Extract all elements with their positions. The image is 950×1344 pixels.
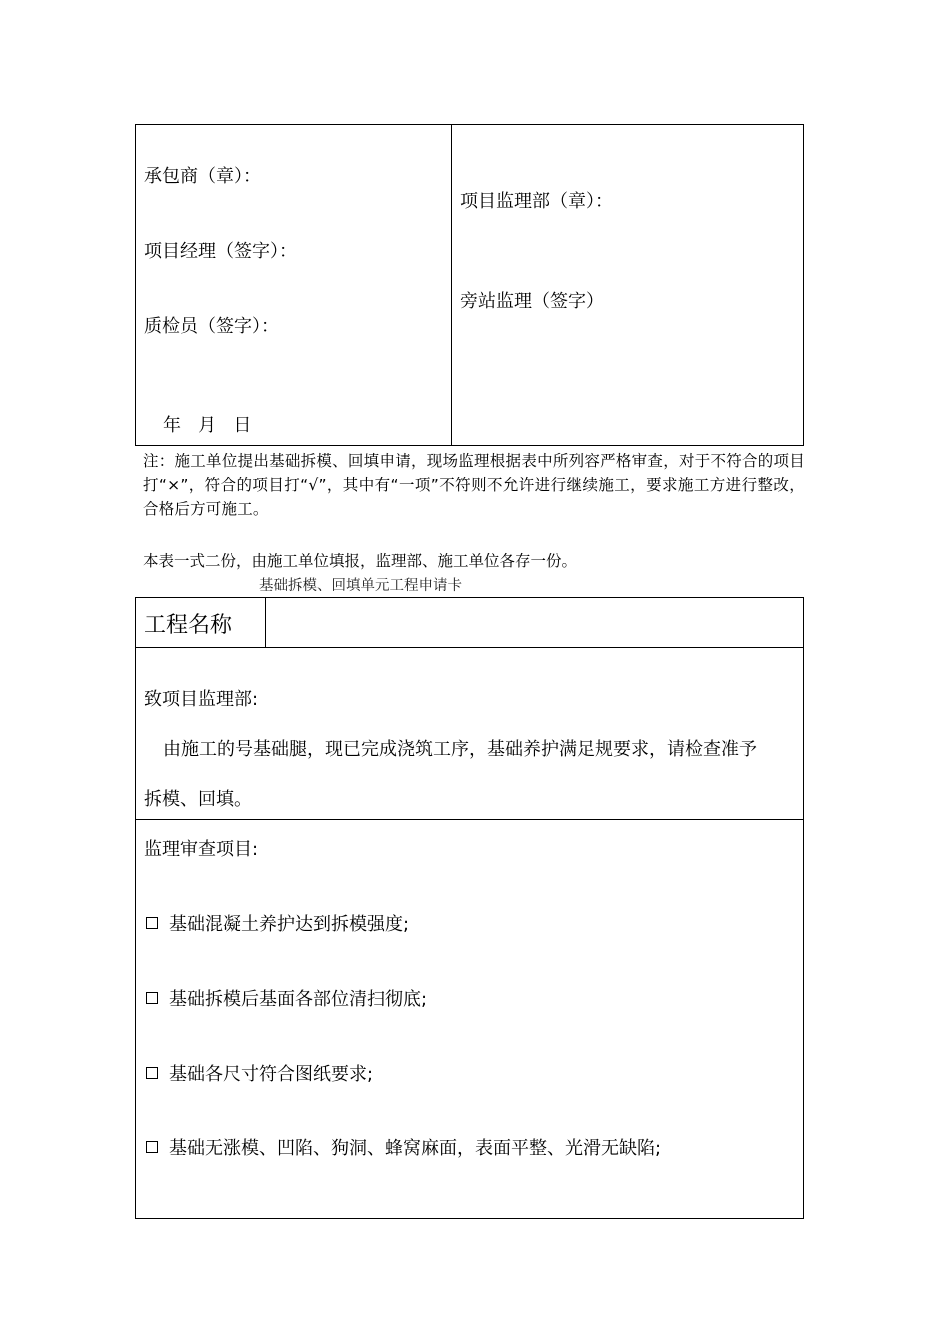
- review-checkbox[interactable]: [146, 1141, 158, 1153]
- review-checkbox[interactable]: [146, 992, 158, 1004]
- onsite-supervisor-sign-label: 旁站监理（签字）: [460, 291, 604, 312]
- review-item-label: 基础各尺寸符合图纸要求;: [169, 1064, 374, 1085]
- review-checkbox[interactable]: [146, 1067, 158, 1079]
- project-manager-sign-label: 项目经理（签字）：: [144, 241, 297, 262]
- form-title: 基础拆模、回填单元工程申请卡: [259, 578, 462, 594]
- project-name-divider: [265, 598, 266, 647]
- review-item-label: 基础拆模后基面各部位清扫彻底;: [169, 989, 428, 1010]
- row-divider-1: [136, 647, 803, 648]
- date-line: 年 月 日: [163, 415, 252, 436]
- review-item: [146, 1060, 373, 1086]
- copies-note: 本表一式二份，由施工单位填报，监理部、施工单位各存一份。: [143, 552, 578, 570]
- signature-table: [135, 124, 804, 446]
- contractor-seal-label: 承包商（章）：: [144, 166, 261, 187]
- project-name-label: 工程名称: [144, 613, 233, 638]
- review-item-label: 基础混凝土养护达到拆模强度;: [169, 914, 410, 935]
- note-paragraph: 注：施工单位提出基础拆模、回填申请，现场监理根据表中所列容严格审查，对于不符合的项目打“×”，符合的项目打“√”，其中有“一项”不符则不允许进行继续施工，要求施工方进行整改，合格后方可施工。: [143, 452, 805, 518]
- review-item: [146, 1134, 661, 1160]
- request-line-2: 拆模、回填。: [144, 789, 252, 810]
- quality-inspector-sign-label: 质检员（签字）：: [144, 316, 279, 337]
- review-item: [146, 985, 427, 1011]
- request-line-1: 由施工的号基础腿，现已完成浇筑工序，基础养护满足规要求，请检查准予: [163, 739, 757, 760]
- review-item-label: 基础无涨模、凹陷、狗洞、蜂窝麻面，表面平整、光滑无缺陷;: [169, 1138, 662, 1159]
- addressee-line: 致项目监理部:: [144, 689, 259, 710]
- signature-table-divider: [451, 125, 452, 445]
- application-card-table: [135, 597, 804, 1219]
- supervision-dept-seal-label: 项目监理部（章）：: [460, 191, 613, 212]
- row-divider-2: [136, 819, 803, 820]
- review-item: [146, 910, 409, 936]
- review-heading: 监理审查项目:: [144, 839, 259, 860]
- review-checkbox[interactable]: [146, 917, 158, 929]
